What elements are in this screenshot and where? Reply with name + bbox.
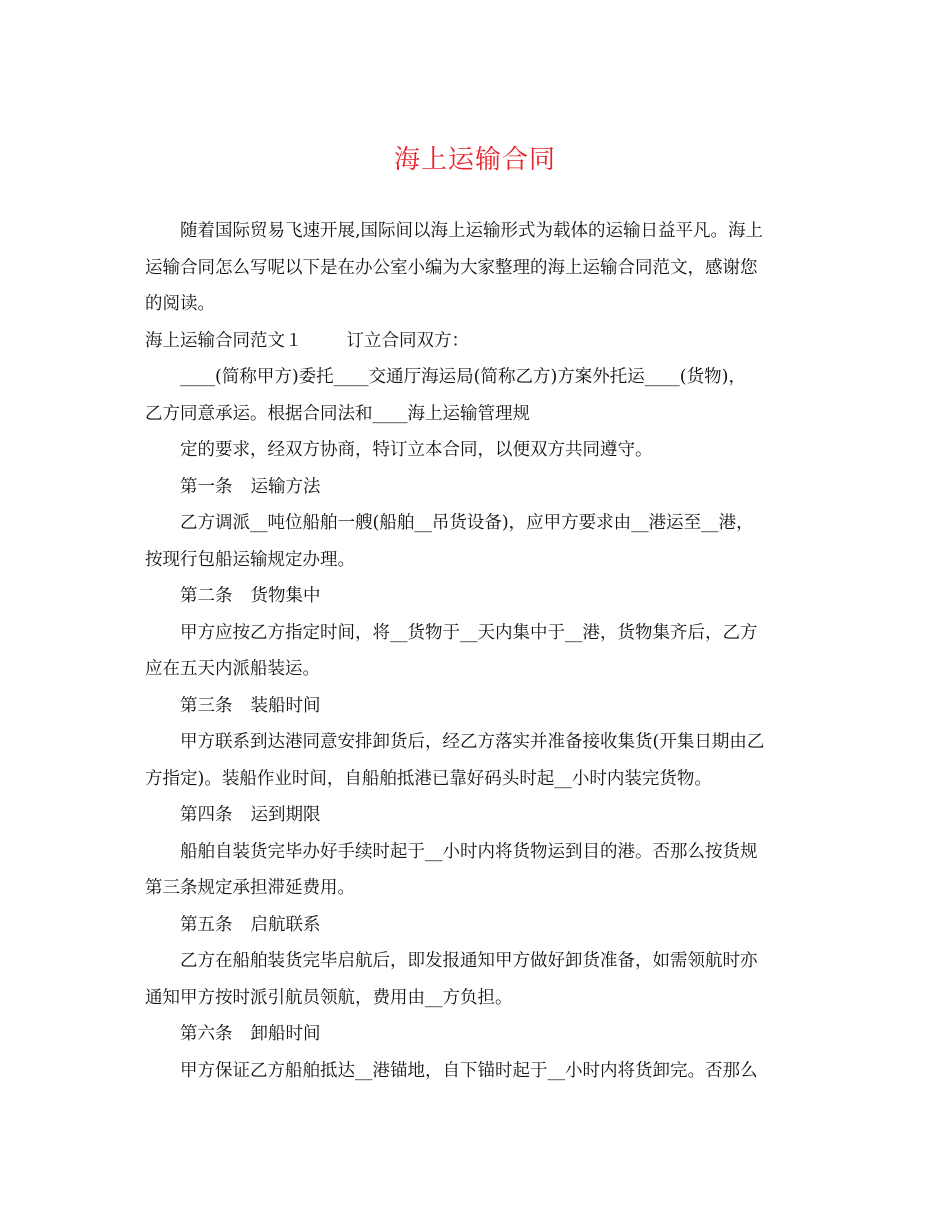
article-line: 乙方调派__吨位船舶一艘(船舶__吊货设备)，应甲方要求由__港运至__港，: [180, 513, 754, 533]
article-number: 第三条: [180, 695, 233, 716]
preamble-line: 乙方同意承运。根据合同法和____海上运输管理规: [145, 403, 530, 424]
article-heading: [145, 578, 805, 615]
article-line: 甲方保证乙方船舶抵达__港锚地，自下锚时起于__小时内将货卸完。否那么: [180, 1060, 758, 1081]
preamble-line: 定的要求，经双方协商，特订立本合同，以便双方共同遵守。: [180, 440, 653, 460]
intro-line: 运输合同怎么写呢以下是在办公室小编为大家整理的海上运输合同范文，感谢您: [145, 257, 758, 278]
document-title: 海上运输合同: [393, 145, 556, 175]
article-title: 运到期限: [250, 805, 321, 825]
article-line: 船舶自装货完毕办好手续时起于__小时内将货物运到目的港。否那么按货规: [180, 841, 758, 862]
article-line: 甲方联系到达港同意安排卸货后，经乙方落实并准备接收集货(开集日期由乙: [180, 732, 765, 752]
article-line: 乙方在船舶装货完毕启航后，即发报通知甲方做好卸货准备，如需领航时亦: [180, 951, 758, 971]
article-line: 通知甲方按时派引航员领航，费用由__方负担。: [145, 987, 513, 1008]
article-heading: [145, 469, 805, 506]
article-number: 第四条: [180, 805, 233, 825]
article-number: 第五条: [180, 914, 233, 935]
article-line: 按现行包船运输规定办理。: [145, 549, 355, 570]
article-number: 第二条: [180, 586, 233, 606]
document-body: [145, 213, 805, 1089]
article-line: 甲方应按乙方指定时间，将__货物于__天内集中于__港，货物集齐后，乙方: [180, 622, 758, 643]
article-line: 第三条规定承担滞延费用。: [145, 878, 355, 898]
article-title: 卸船时间: [250, 1024, 321, 1044]
article-title: 启航联系: [250, 914, 321, 935]
intro-line: 随着国际贸易飞速开展,国际间以海上运输形式为载体的运输日益平凡。海上: [180, 221, 764, 241]
article-heading: [145, 688, 805, 725]
sample-heading: 海上运输合同范文１: [145, 330, 303, 351]
intro-line: 的阅读。: [145, 294, 215, 314]
parties-label: 订立合同双方：: [346, 330, 469, 351]
preamble-line: ____(简称甲方)委托____交通厅海运局(简称乙方)方案外托运____(货物)，: [180, 367, 746, 387]
article-heading: [145, 907, 805, 944]
article-line: 方指定)。装船作业时间，自船舶抵港已靠好码头时起__小时内装完货物。: [145, 768, 712, 789]
article-title: 装船时间: [250, 695, 321, 716]
article-title: 运输方法: [250, 476, 321, 497]
article-number: 第一条: [180, 476, 233, 497]
article-heading: [145, 797, 805, 834]
article-number: 第六条: [180, 1024, 233, 1044]
article-line: 应在五天内派船装运。: [145, 659, 320, 679]
article-heading: [145, 1016, 805, 1053]
article-title: 货物集中: [250, 586, 321, 606]
sample-heading-line: [145, 323, 805, 360]
